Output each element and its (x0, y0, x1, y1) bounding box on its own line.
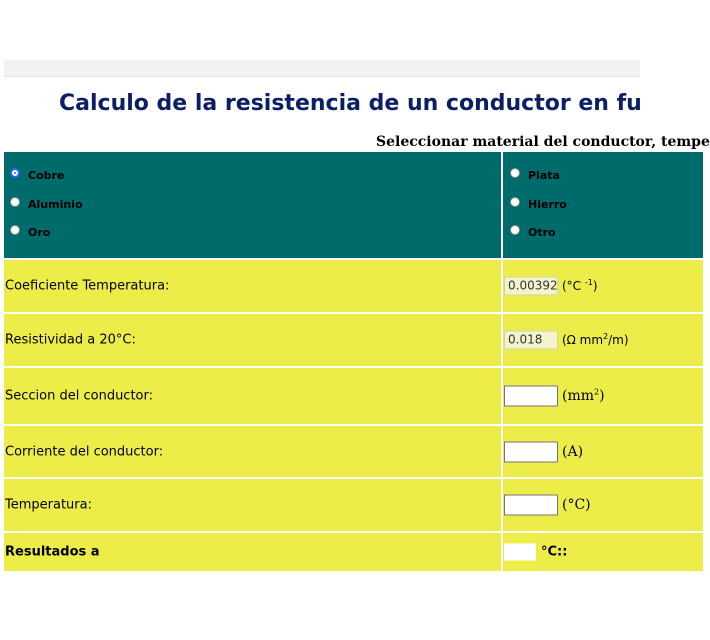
corriente-row (4, 426, 640, 477)
radio-plata-label: Plata (528, 169, 560, 182)
radio-cobre[interactable] (10, 169, 64, 182)
resultados-row (4, 533, 640, 571)
radio-plata[interactable] (510, 169, 560, 182)
corriente-label: Corriente del conductor: (5, 444, 164, 459)
calculator-table (4, 152, 640, 571)
coef-row (4, 260, 640, 312)
resultados-unit: °C:: (541, 544, 568, 560)
radio-aluminio[interactable] (10, 198, 83, 211)
radio-oro-label: Oro (28, 226, 51, 239)
radio-cobre-label: Cobre (28, 169, 65, 182)
seccion-unit: $(mm^2)$ (562, 387, 605, 404)
corriente-unit: (A) (562, 443, 584, 460)
temperatura-label: Temperatura: (5, 497, 92, 513)
radio-cobre-indicator[interactable] (10, 168, 20, 178)
temperatura-unit: (°C) (562, 497, 591, 513)
radio-hierro-label: Hierro (528, 198, 567, 211)
radio-otro[interactable] (510, 226, 556, 239)
material-group-left (4, 152, 501, 258)
resist-value: 0.018 (504, 331, 558, 350)
radio-aluminio-label: Aluminio (28, 198, 83, 211)
seccion-row (4, 368, 640, 424)
resist-row (4, 314, 640, 366)
corriente-input[interactable] (504, 441, 558, 462)
radio-oro-indicator[interactable] (10, 225, 20, 235)
coef-label: Coeficiente Temperatura: (5, 278, 170, 294)
radio-hierro-indicator[interactable] (510, 197, 520, 207)
temperatura-row (4, 479, 640, 531)
resist-label: Resistividad a 20°C: (5, 332, 136, 348)
seccion-label: Seccion del conductor: (5, 388, 154, 404)
radio-aluminio-indicator[interactable] (10, 197, 20, 207)
radio-hierro[interactable] (510, 198, 567, 211)
seccion-input[interactable] (504, 386, 558, 407)
coef-value: 0.00392 (504, 277, 558, 296)
resist-unit: (Ω $mm^2/m$) (562, 332, 629, 347)
resultados-temp-input[interactable] (504, 544, 536, 561)
coef-unit: (°C $^{-1}$) (562, 278, 598, 293)
page-subtitle: Seleccionar material del conductor, tempe (376, 134, 710, 150)
resultados-label: Resultados a (5, 544, 100, 560)
radio-otro-label: Otro (528, 226, 556, 239)
material-row (4, 152, 640, 258)
radio-plata-indicator[interactable] (510, 168, 520, 178)
material-group-right (503, 152, 703, 258)
top-bar (4, 60, 640, 77)
radio-oro[interactable] (10, 226, 50, 239)
radio-otro-indicator[interactable] (510, 225, 520, 235)
page-title: Calculo de la resistencia de un conductor en fu (59, 91, 642, 116)
temperatura-input[interactable] (504, 495, 558, 516)
